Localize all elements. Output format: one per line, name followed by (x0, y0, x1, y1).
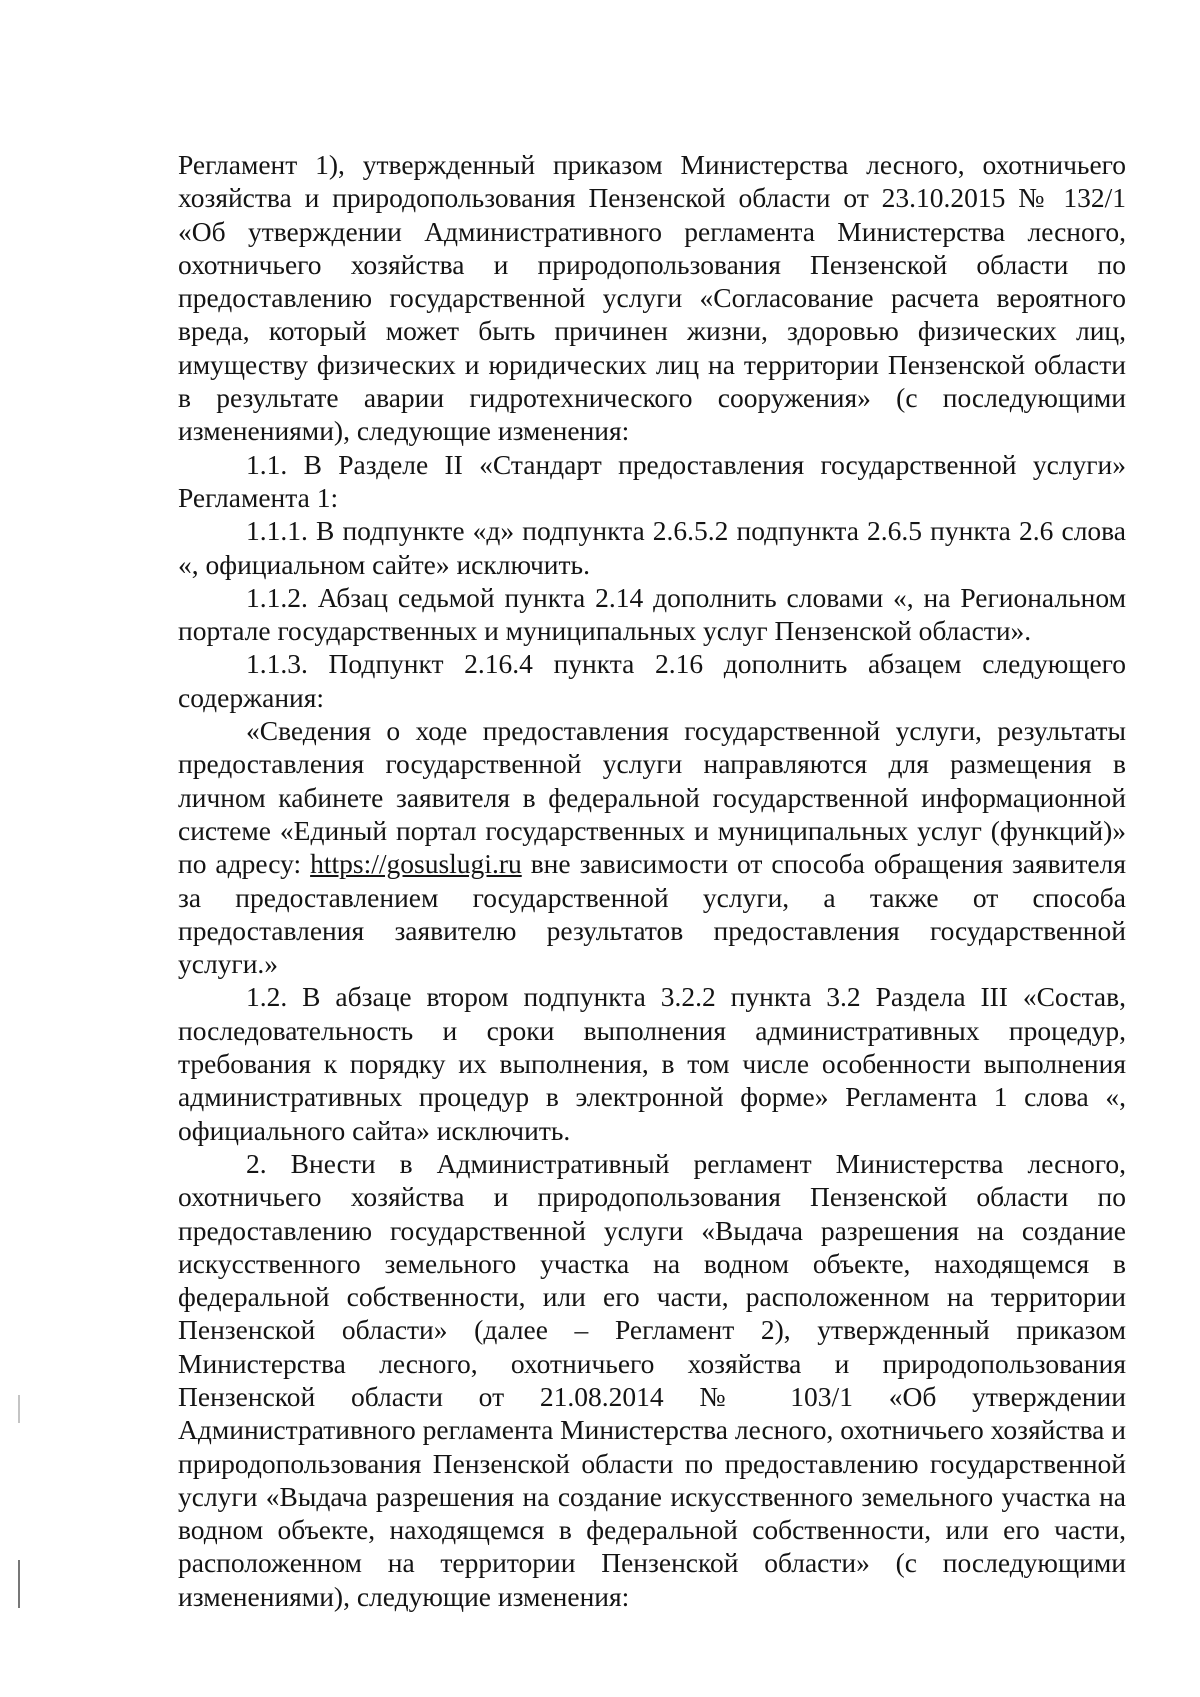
scan-edge-mark-upper (18, 1395, 20, 1423)
gosuslugi-link[interactable]: https://gosuslugi.ru (310, 848, 522, 880)
quote-text-after-link: вне зависимости от способа обращения заявителя за предоставлением государственной услуги, а также от способа предоставления заявителю результатов предоставления государственной услуги.» (178, 848, 1126, 980)
paragraph-1-1-3: 1.1.3. Подпункт 2.16.4 пункта 2.16 дополнить абзацем следующего содержания: (178, 648, 1126, 713)
paragraph-regulation-1-intro: Регламент 1), утвержденный приказом Министерства лесного, охотничьего хозяйства и природопользования Пензенской области от 23.10.2015 № 132/1 «Об утверждении Административного регламента Министерства лесного, охотничьего хозяйства и природопользования Пензенской области по предоставлению государственной услуги «Согласование расчета вероятного вреда, который может быть причинен жизни, здоровью физических лиц, имуществу физических и юридических лиц на территории Пензенской области в результате аварии гидротехнического сооружения» (с последующими изменениями), следующие изменения: (178, 149, 1126, 447)
paragraph-1-1-1: 1.1.1. В подпункте «д» подпункта 2.6.5.2 подпункта 2.6.5 пункта 2.6 слова «, официальном сайте» исключить. (178, 515, 1126, 580)
paragraph-1-2: 1.2. В абзаце втором подпункта 3.2.2 пункта 3.2 Раздела III «Состав, последовательность и сроки выполнения административных процедур, требования к порядку их выполнения, в том числе особенности выполнения административных процедур в электронной форме» Регламента 1 слова «, официального сайта» исключить. (178, 981, 1126, 1146)
paragraph-1-1-2: 1.1.2. Абзац седьмой пункта 2.14 дополнить словами «, на Региональном портале государственных и муниципальных услуг Пензенской области». (178, 581, 1126, 647)
quote-text-before-link: «Сведения о ходе предоставления государственной услуги, результаты предоставления государственной услуги направляются для размещения в личном кабинете заявителя в федеральной государственной информационной системе «Единый портал государственных и муниципальных услуг (функций)» по адресу: (178, 715, 1126, 880)
paragraph-2: 2. Внести в Административный регламент Министерства лесного, охотничьего хозяйства и природопользования Пензенской области по предоставлению государственной услуги «Выдача разрешения на создание искусственного земельного участка на водном объекте, находящемся в федеральной собственности, или его части, расположенном на территории Пензенской области» (далее – Регламент 2), утвержденный приказом Министерства лесного, охотничьего хозяйства и природопользования Пензенской области от 21.08.2014 № 103/1 «Об утверждении Административного регламента Министерства лесного, охотничьего хозяйства и природопользования Пензенской области по предоставлению государственной услуги «Выдача разрешения на создание искусственного земельного участка на водном объекте, находящемся в федеральной собственности, или его части, расположенном на территории Пензенской области» (с последующими изменениями), следующие изменения: (178, 1147, 1126, 1612)
paragraph-quote (178, 714, 1126, 980)
paragraph-1-1: 1.1. В Разделе II «Стандарт предоставления государственной услуги» Регламента 1: (178, 448, 1126, 513)
document-page (178, 148, 1126, 1613)
scan-edge-mark-lower (18, 1560, 20, 1608)
